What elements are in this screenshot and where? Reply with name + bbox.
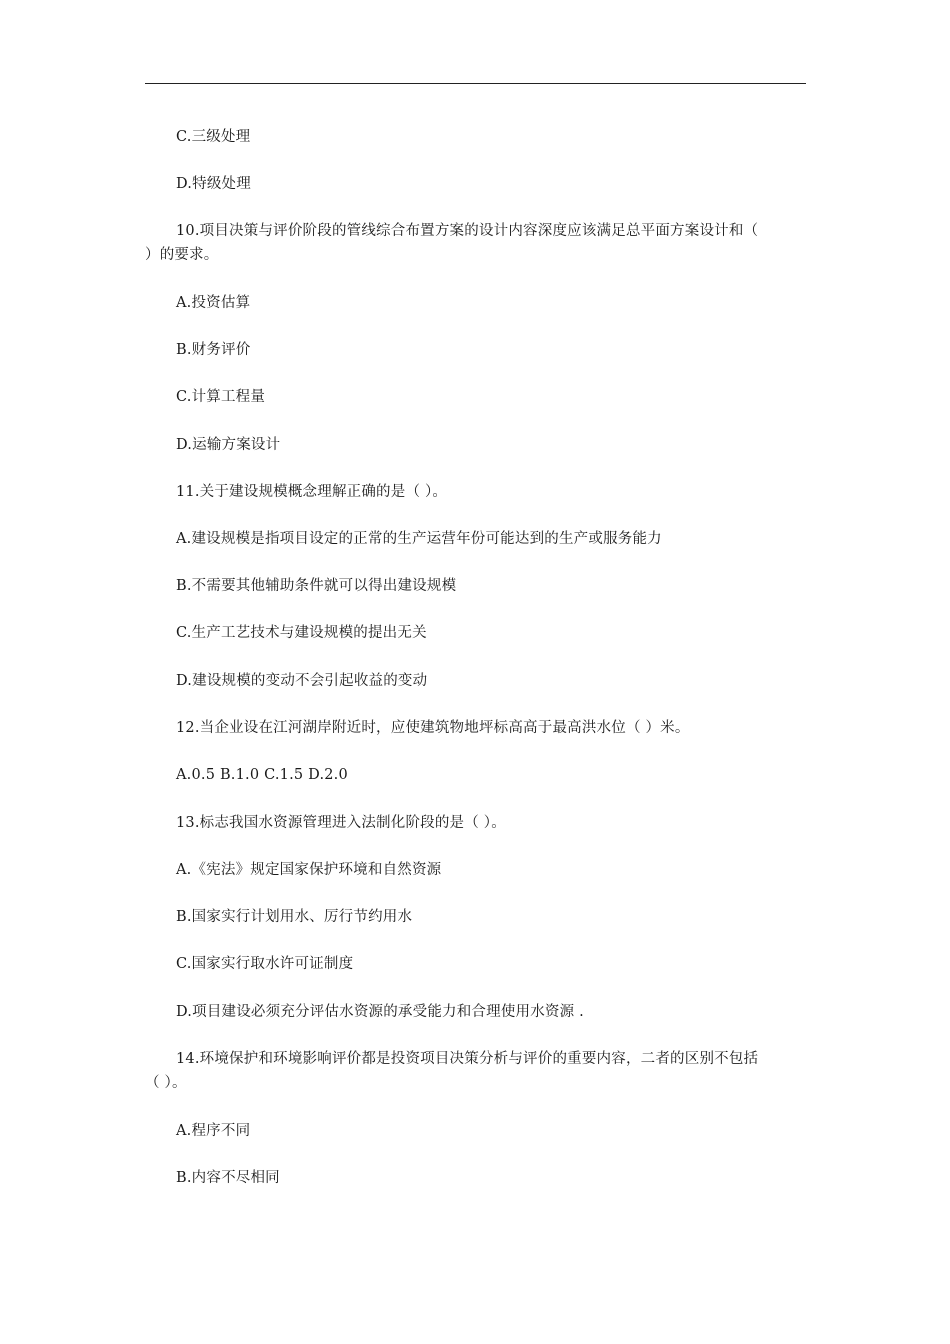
option-b-q14: B.内容不尽相同 <box>176 1170 280 1186</box>
option-b-q13: B.国家实行计划用水、厉行节约用水 <box>176 909 413 925</box>
option-d-q11: D.建设规模的变动不会引起收益的变动 <box>176 673 428 689</box>
question-14-line-1: 14.环境保护和环境影响评价都是投资项目决策分析与评价的重要内容，二者的区别不包括 <box>176 1051 759 1067</box>
options-q12: A.0.5 B.1.0 C.1.5 D.2.0 <box>176 767 348 783</box>
question-12: 12.当企业设在江河湖岸附近时，应使建筑物地坪标高高于最高洪水位（ ）米。 <box>176 720 690 736</box>
option-b-q10: B.财务评价 <box>176 342 251 358</box>
question-10-line-1: 10.项目决策与评价阶段的管线综合布置方案的设计内容深度应该满足总平面方案设计和（ <box>176 223 759 239</box>
option-b-q11: B.不需要其他辅助条件就可以得出建设规模 <box>176 578 457 594</box>
option-c-q11: C.生产工艺技术与建设规模的提出无关 <box>176 625 427 641</box>
option-d-q10: D.运输方案设计 <box>176 437 281 453</box>
option-a-q14: A.程序不同 <box>176 1123 251 1139</box>
option-c-q10: C.计算工程量 <box>176 389 266 405</box>
option-a-q10: A.投资估算 <box>176 295 251 311</box>
option-d-q9: D.特级处理 <box>176 176 251 192</box>
option-c-q9: C.三级处理 <box>176 129 251 145</box>
option-a-q13: A.《宪法》规定国家保护环境和自然资源 <box>176 862 442 878</box>
option-a-q11: A.建设规模是指项目设定的正常的生产运营年份可能达到的生产或服务能力 <box>176 531 662 547</box>
option-d-q13: D.项目建设必须充分评估水资源的承受能力和合理使用水资源 . <box>176 1004 584 1020</box>
question-13: 13.标志我国水资源管理进入法制化阶段的是（ ）。 <box>176 815 506 831</box>
option-c-q13: C.国家实行取水许可证制度 <box>176 956 354 972</box>
question-14-line-2: （ ）。 <box>145 1075 187 1091</box>
question-11: 11.关于建设规模概念理解正确的是（ ）。 <box>176 484 448 500</box>
header-rule <box>145 83 806 84</box>
question-10-line-2: ）的要求。 <box>145 247 219 263</box>
